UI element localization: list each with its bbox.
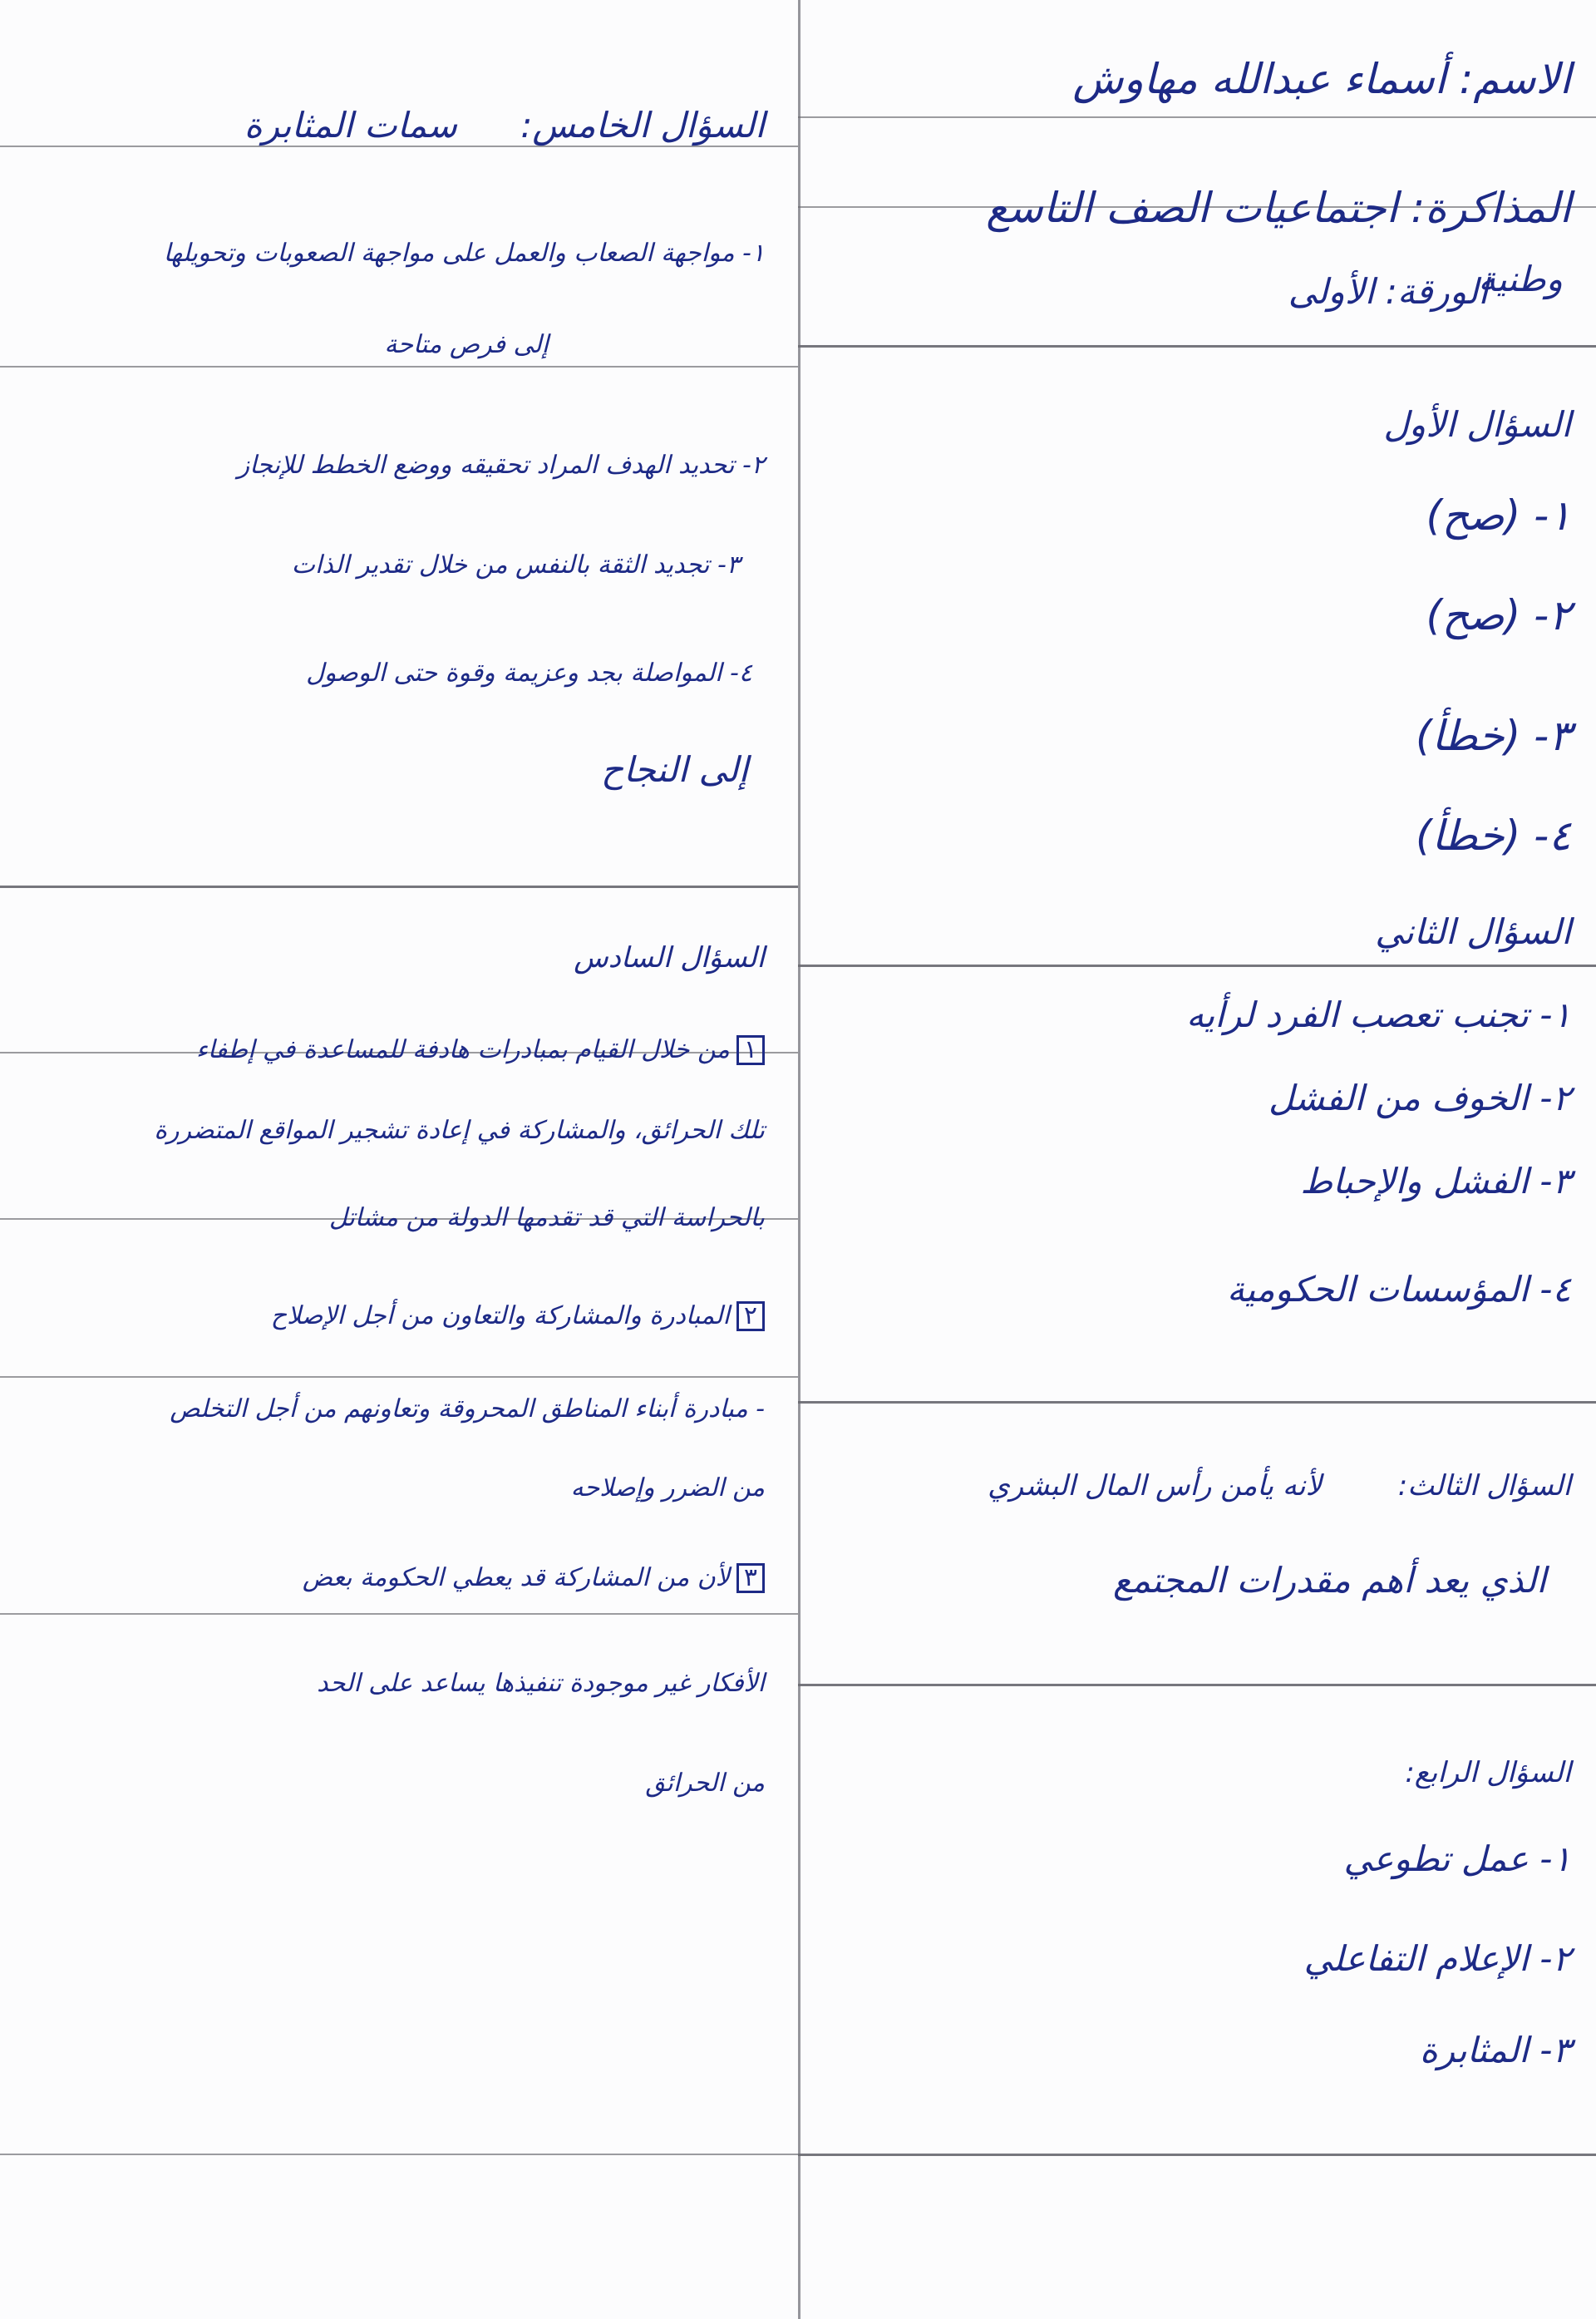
ruled-line xyxy=(798,345,1596,348)
q1-answer-4: ٤- (خطأ) xyxy=(1416,812,1571,860)
q6-part-2-line-2: - مبادرة أبناء المناطق المحروقة وتعاونهم من أجل التخلص xyxy=(170,1394,765,1423)
q6-part-2-line-3: من الضرر وإصلاحه xyxy=(570,1473,765,1502)
ruled-line xyxy=(0,886,798,888)
q4-answer-1: ١- عمل تطوعي xyxy=(1343,1838,1571,1879)
page-center-divider xyxy=(798,0,800,2319)
q5-answer-2: ٢- تحديد الهدف المراد تحقيقه ووضع الخطط للإنجاز xyxy=(237,451,765,480)
q6-part-1-line-1 xyxy=(196,1035,765,1065)
q6-part-2-text: المبادرة والمشاركة والتعاون من أجل الإصلاح xyxy=(270,1301,730,1330)
q2-answer-2: ٢- الخوف من الفشل xyxy=(1268,1078,1571,1118)
q6-part-1-text: من خلال القيام بمبادرات هادفة للمساعدة في إطفاء xyxy=(195,1035,730,1064)
q3-answer-line-1: لأنه يأمن رأس المال البشري xyxy=(988,1469,1322,1502)
q6-part-1-number: ١ xyxy=(736,1035,765,1065)
ruled-line xyxy=(798,1401,1596,1404)
q5-answer-1-cont: إلى فرص متاحة xyxy=(384,330,549,359)
q1-title: السؤال الأول xyxy=(1383,404,1571,445)
q6-part-1-line-3: بالحراسة التي قد تقدمها الدولة من مشاتل xyxy=(328,1203,765,1232)
q2-answer-3: ٣- الفشل والإحباط xyxy=(1300,1161,1571,1201)
ruled-line xyxy=(0,2154,798,2155)
q4-answer-2: ٢- الإعلام التفاعلي xyxy=(1303,1938,1571,1979)
q5-subtitle: سمات المثابرة xyxy=(244,105,457,146)
ruled-line xyxy=(798,965,1596,967)
q6-part-3-line-1 xyxy=(303,1563,765,1593)
q5-answer-1: ١- مواجهة الصعاب والعمل على مواجهة الصعوبات وتحويلها xyxy=(163,239,765,268)
q2-answer-4: ٤- المؤسسات الحكومية xyxy=(1226,1269,1571,1310)
q4-answer-3: ٣- المثابرة xyxy=(1419,2030,1571,2070)
ruled-line xyxy=(0,366,798,368)
q5-answer-3: ٣- تجديد الثقة بالنفس من خلال تقدير الذات xyxy=(291,550,740,580)
student-name: الاسم: أسماء عبدالله مهاوش xyxy=(1072,55,1571,103)
q4-title: السؤال الرابع: xyxy=(1405,1756,1571,1789)
ruled-line xyxy=(798,116,1596,118)
q6-part-3-text: لأن من المشاركة قد يعطي الحكومة بعض xyxy=(302,1563,730,1592)
q1-answer-2: ٢- (صح) xyxy=(1426,591,1571,639)
subject-line: المذاكرة: اجتماعيات الصف التاسع xyxy=(986,184,1571,232)
q5-answer-4-cont: إلى النجاح xyxy=(601,749,748,790)
q5-answer-4: ٤- المواصلة بجد وعزيمة وقوة حتى الوصول xyxy=(306,659,752,688)
q6-title: السؤال السادس xyxy=(574,941,765,974)
margin-word: وطنية xyxy=(1478,259,1563,299)
ruled-line xyxy=(0,146,798,147)
ruled-line xyxy=(798,1684,1596,1686)
q6-part-3-number: ٣ xyxy=(736,1563,765,1593)
q2-answer-1: ١- تجنب تعصب الفرد لرأيه xyxy=(1186,994,1571,1035)
q3-title: السؤال الثالث: xyxy=(1397,1469,1571,1502)
sheet-label: الورقة: الأولى xyxy=(1288,271,1488,312)
q6-part-1-line-2: تلك الحرائق، والمشاركة في إعادة تشجير المواقع المتضررة xyxy=(154,1116,765,1145)
q6-part-3-line-3: من الحرائق xyxy=(645,1769,765,1798)
q6-part-2-number: ٢ xyxy=(736,1301,765,1331)
q3-answer-line-2: الذي يعد أهم مقدرات المجتمع xyxy=(1112,1560,1546,1601)
q2-title: السؤال الثاني xyxy=(1375,911,1571,952)
q1-answer-1: ١- (صح) xyxy=(1426,491,1571,540)
ruled-line xyxy=(0,1376,798,1378)
q1-answer-3: ٣- (خطأ) xyxy=(1416,712,1571,760)
q5-title: السؤال الخامس: xyxy=(520,105,765,146)
ruled-line xyxy=(798,2154,1596,2156)
ruled-line xyxy=(0,1613,798,1615)
q6-part-3-line-2: الأفكار غير موجودة تنفيذها يساعد على الحد xyxy=(317,1669,765,1698)
q6-part-2-line-1 xyxy=(271,1301,765,1331)
